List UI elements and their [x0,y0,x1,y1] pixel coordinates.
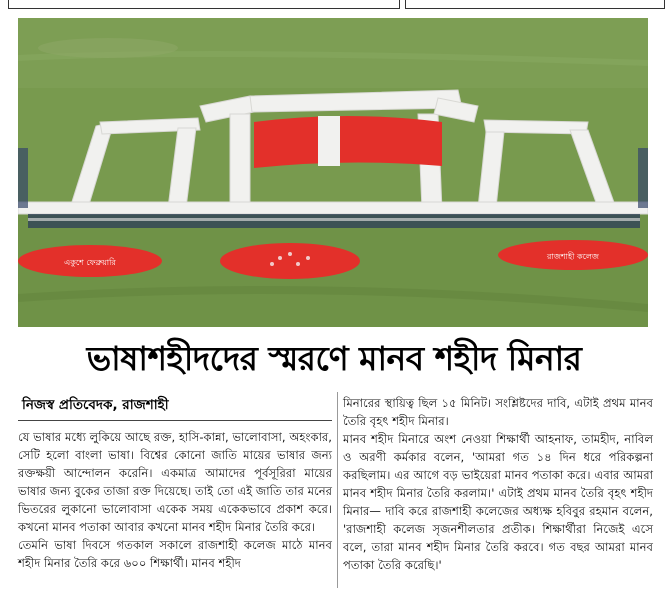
article-column-right [343,394,653,574]
circle-text-right: রাজশাহী কলেজ [547,252,599,261]
news-photo [18,18,648,327]
paragraph: মানব শহীদ মিনারে অংশ নেওয়া শিক্ষার্থী আহনাফ, তামহীদ, নাবিল ও অরণী কর্মকার বলেন, 'আমরা গত ১৪ দিন ধরে পরিকল্পনা করছিলাম। এর আগে বড় ভাইয়েরা মানব পতাকা করে। এবার আমরা মানব শহীদ মিনার তৈরি করলাম।' এটাই প্রথম মানব তৈরি বৃহৎ শহীদ মিনার— দাবি করে রাজশাহী কলেজের অধ্যক্ষ হবিবুর রহমান বলেন, 'রাজশাহী কলেজ সৃজনশীলতার প্রতীক। শিক্ষার্থীরা নিজেই এসে বলে, তারা মানব শহীদ মিনার তৈরি করবে। গত বছর আমরা মানব পতাকা তৈরি করেছি।' [343,432,653,572]
paragraph: মিনারের স্থায়িত্ব ছিল ১৫ মিনিট। সংশ্লিষ্টদের দাবি, এটাই প্রথম মানব তৈরি বৃহৎ শহীদ মিনার। [343,396,653,428]
byline-rule [18,420,332,421]
top-border-left [8,0,400,9]
paragraph: যে ভাষার মধ্যে লুকিয়ে আছে রক্ত, হাসি-কান্না, ভালোবাসা, অহংকার, সেটি হলো বাংলা ভাষা। বিশ্বের কোনো জাতি মায়ের ভাষার জন্য রক্তক্ষয়ী আন্দোলন করেনি। একমাত্র আমাদের পূর্বসূরিরা মায়ের ভাষার জন্য বুকের তাজা রক্ত দিয়েছে। তাই তো এই জাতি তার মনের ভিতরের লুকানো ভালোবাসা একেক সময় একেকভাবে প্রকাশ করে। কখনো মানব পতাকা আবার কখনো মানব শহীদ মিনার তৈরি করে। [18,430,332,534]
article-column-left [18,428,332,572]
byline: নিজস্ব প্রতিবেদক, রাজশাহী [22,397,169,413]
headline: ভাষাশহীদদের স্মরণে মানব শহীদ মিনার [86,339,582,378]
top-border-right [405,0,665,9]
circle-text-left: একুশে ফেব্রুয়ারি [64,258,116,267]
paragraph: তেমনি ভাষা দিবসে গতকাল সকালে রাজশাহী কলেজ মাঠে মানব শহীদ মিনার তৈরি করে ৬০০ শিক্ষার্থী। মানব শহীদ [18,538,332,570]
column-separator [337,392,338,588]
